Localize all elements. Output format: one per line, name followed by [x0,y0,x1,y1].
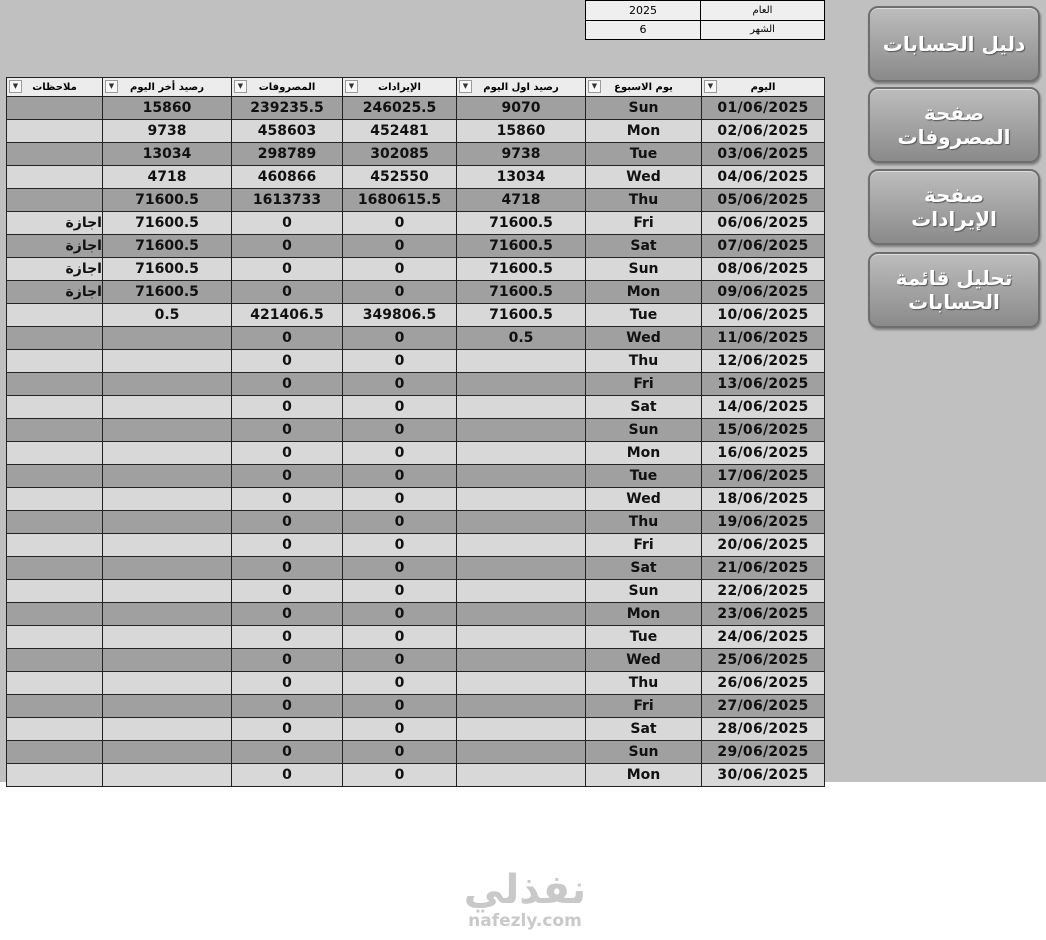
table-row [7,327,825,350]
cell-date[interactable]: 16/06/2025 [702,442,825,465]
cell-expenses[interactable]: 0 [232,281,343,304]
cell-date[interactable]: 20/06/2025 [702,534,825,557]
cell-closing[interactable]: 71600.5 [103,189,232,212]
cell-expenses[interactable]: 0 [232,764,343,787]
chart-of-accounts-button[interactable]: دليل الحسابات [868,6,1040,82]
cell-closing[interactable] [103,764,232,787]
cell-notes[interactable] [7,396,103,419]
cell-notes[interactable] [7,672,103,695]
table-row [7,281,825,304]
cell-revenues[interactable]: 0 [343,258,457,281]
cell-closing[interactable] [103,488,232,511]
cell-revenues[interactable]: 0 [343,281,457,304]
cell-expenses[interactable]: 0 [232,373,343,396]
cell-notes[interactable]: اجازة [7,258,103,281]
cell-closing[interactable]: 13034 [103,143,232,166]
cell-expenses[interactable]: 0 [232,442,343,465]
cell-notes[interactable] [7,189,103,212]
cell-revenues[interactable]: 0 [343,511,457,534]
cell-closing[interactable]: 0.5 [103,304,232,327]
cell-weekday[interactable]: Mon [586,120,702,143]
cell-expenses[interactable]: 0 [232,580,343,603]
cell-weekday[interactable]: Sun [586,97,702,120]
watermark-latin: nafezly.com [468,911,582,931]
cell-expenses[interactable]: 0 [232,603,343,626]
cell-closing[interactable]: 15860 [103,97,232,120]
cell-notes[interactable] [7,649,103,672]
cell-notes[interactable] [7,97,103,120]
accounts-analysis-button[interactable]: تحليل قائمة الحسابات [868,252,1040,328]
cell-closing[interactable] [103,465,232,488]
cell-expenses[interactable]: 0 [232,235,343,258]
cell-date[interactable]: 23/06/2025 [702,603,825,626]
cell-revenues[interactable]: 0 [343,235,457,258]
table-row [7,212,825,235]
cell-revenues[interactable]: 0 [343,626,457,649]
cell-opening[interactable] [457,603,586,626]
table-row [7,396,825,419]
table-row [7,373,825,396]
cell-opening[interactable] [457,695,586,718]
watermark-arabic: نفذلي [463,867,587,913]
cell-revenues[interactable]: 0 [343,350,457,373]
cell-expenses[interactable]: 1613733 [232,189,343,212]
daily-balance-table [6,77,825,787]
cell-date[interactable]: 19/06/2025 [702,511,825,534]
month-value-cell[interactable]: 6 [586,20,701,40]
cell-opening[interactable] [457,718,586,741]
cell-date[interactable]: 27/06/2025 [702,695,825,718]
month-label: الشهر [701,20,825,40]
cell-weekday[interactable]: Sun [586,258,702,281]
table-row [7,97,825,120]
cell-weekday[interactable]: Thu [586,511,702,534]
table-row [7,511,825,534]
cell-revenues[interactable]: 246025.5 [343,97,457,120]
cell-revenues[interactable]: 0 [343,488,457,511]
cell-notes[interactable]: اجازة [7,212,103,235]
cell-weekday[interactable]: Fri [586,212,702,235]
table-row [7,419,825,442]
cell-opening[interactable]: 9070 [457,97,586,120]
cell-revenues[interactable]: 0 [343,764,457,787]
cell-notes[interactable] [7,511,103,534]
column-header-date[interactable] [702,78,825,97]
cell-closing[interactable] [103,511,232,534]
table-row [7,258,825,281]
cell-opening[interactable] [457,419,586,442]
cell-revenues[interactable]: 0 [343,534,457,557]
cell-weekday[interactable]: Sat [586,396,702,419]
cell-revenues[interactable]: 0 [343,373,457,396]
column-header-closing[interactable] [103,78,232,97]
column-header-label: يوم الاسبوع [614,81,673,93]
cell-weekday[interactable]: Mon [586,281,702,304]
cell-closing[interactable]: 71600.5 [103,281,232,304]
cell-date[interactable]: 07/06/2025 [702,235,825,258]
cell-date[interactable]: 18/06/2025 [702,488,825,511]
cell-expenses[interactable]: 0 [232,718,343,741]
cell-opening[interactable]: 71600.5 [457,304,586,327]
table-row [7,534,825,557]
cell-notes[interactable] [7,603,103,626]
cell-weekday[interactable]: Mon [586,442,702,465]
filter-dropdown-icon[interactable]: ▼ [105,80,118,93]
cell-closing[interactable] [103,672,232,695]
cell-expenses[interactable]: 0 [232,488,343,511]
cell-date[interactable]: 30/06/2025 [702,764,825,787]
cell-expenses[interactable]: 0 [232,672,343,695]
cell-date[interactable]: 14/06/2025 [702,396,825,419]
filter-dropdown-icon[interactable]: ▼ [234,80,247,93]
cell-closing[interactable] [103,649,232,672]
cell-weekday[interactable]: Sun [586,741,702,764]
cell-weekday[interactable]: Sun [586,580,702,603]
cell-notes[interactable]: اجازة [7,281,103,304]
cell-notes[interactable] [7,419,103,442]
cell-expenses[interactable]: 298789 [232,143,343,166]
table-row [7,672,825,695]
cell-expenses[interactable]: 458603 [232,120,343,143]
cell-opening[interactable] [457,741,586,764]
cell-closing[interactable]: 4718 [103,166,232,189]
cell-date[interactable]: 11/06/2025 [702,327,825,350]
filter-dropdown-icon[interactable]: ▼ [9,80,22,93]
cell-expenses[interactable]: 0 [232,258,343,281]
cell-notes[interactable] [7,741,103,764]
cell-closing[interactable] [103,350,232,373]
cell-expenses[interactable]: 0 [232,350,343,373]
cell-date[interactable]: 15/06/2025 [702,419,825,442]
table-row [7,120,825,143]
cell-weekday[interactable]: Mon [586,764,702,787]
cell-closing[interactable] [103,718,232,741]
cell-opening[interactable]: 71600.5 [457,281,586,304]
cell-revenues[interactable]: 1680615.5 [343,189,457,212]
cell-opening[interactable]: 15860 [457,120,586,143]
cell-opening[interactable]: 0.5 [457,327,586,350]
cell-weekday[interactable]: Wed [586,488,702,511]
cell-revenues[interactable]: 452550 [343,166,457,189]
cell-date[interactable]: 03/06/2025 [702,143,825,166]
cell-notes[interactable] [7,580,103,603]
cell-opening[interactable]: 71600.5 [457,258,586,281]
cell-revenues[interactable]: 0 [343,718,457,741]
cell-revenues[interactable]: 452481 [343,120,457,143]
cell-expenses[interactable]: 0 [232,534,343,557]
cell-date[interactable]: 08/06/2025 [702,258,825,281]
cell-revenues[interactable]: 0 [343,741,457,764]
table-body [7,97,825,787]
cell-weekday[interactable]: Thu [586,189,702,212]
table-row [7,649,825,672]
cell-notes[interactable] [7,327,103,350]
cell-notes[interactable] [7,534,103,557]
cell-expenses[interactable]: 0 [232,741,343,764]
cell-opening[interactable] [457,511,586,534]
cell-expenses[interactable]: 0 [232,626,343,649]
table-row [7,189,825,212]
cell-weekday[interactable]: Thu [586,350,702,373]
cell-date[interactable]: 04/06/2025 [702,166,825,189]
cell-notes[interactable] [7,695,103,718]
table-row [7,488,825,511]
year-label: العام [701,1,825,21]
cell-notes[interactable] [7,465,103,488]
cell-opening[interactable]: 4718 [457,189,586,212]
cell-revenues[interactable]: 0 [343,557,457,580]
column-header-label: اليوم [750,81,776,93]
column-header-label: رصيد اول اليوم [483,81,559,93]
cell-weekday[interactable]: Mon [586,603,702,626]
cell-closing[interactable]: 71600.5 [103,235,232,258]
cell-opening[interactable] [457,672,586,695]
cell-closing[interactable] [103,534,232,557]
cell-expenses[interactable]: 0 [232,327,343,350]
cell-revenues[interactable]: 0 [343,649,457,672]
cell-weekday[interactable]: Sat [586,557,702,580]
cell-weekday[interactable]: Wed [586,166,702,189]
cell-revenues[interactable]: 0 [343,672,457,695]
cell-opening[interactable] [457,373,586,396]
filter-dropdown-icon[interactable]: ▼ [704,80,717,93]
cell-weekday[interactable]: Thu [586,672,702,695]
table-row [7,557,825,580]
cell-notes[interactable] [7,350,103,373]
cell-closing[interactable] [103,419,232,442]
cell-weekday[interactable]: Wed [586,649,702,672]
cell-date[interactable]: 21/06/2025 [702,557,825,580]
column-header-label: رصيد أخر اليوم [130,81,204,93]
cell-closing[interactable] [103,626,232,649]
cell-closing[interactable]: 71600.5 [103,258,232,281]
cell-revenues[interactable]: 0 [343,695,457,718]
cell-date[interactable]: 09/06/2025 [702,281,825,304]
table-row [7,695,825,718]
cell-notes[interactable] [7,166,103,189]
cell-date[interactable]: 06/06/2025 [702,212,825,235]
cell-opening[interactable]: 71600.5 [457,212,586,235]
table-row [7,603,825,626]
cell-opening[interactable] [457,580,586,603]
expenses-page-button[interactable]: صفحة المصروفات [868,87,1040,163]
cell-notes[interactable] [7,442,103,465]
cell-revenues[interactable]: 0 [343,419,457,442]
header-row [7,78,825,97]
cell-revenues[interactable]: 0 [343,396,457,419]
cell-closing[interactable] [103,442,232,465]
cell-opening[interactable] [457,626,586,649]
cell-expenses[interactable]: 0 [232,649,343,672]
cell-closing[interactable] [103,695,232,718]
table-row [7,442,825,465]
cell-opening[interactable] [457,764,586,787]
cell-closing[interactable] [103,741,232,764]
cell-notes[interactable] [7,718,103,741]
cell-opening[interactable] [457,396,586,419]
cell-revenues[interactable]: 0 [343,465,457,488]
cell-closing[interactable] [103,396,232,419]
cell-date[interactable]: 29/06/2025 [702,741,825,764]
cell-weekday[interactable]: Wed [586,327,702,350]
cell-expenses[interactable]: 239235.5 [232,97,343,120]
table-row [7,235,825,258]
cell-closing[interactable] [103,327,232,350]
filter-dropdown-icon[interactable]: ▼ [459,80,472,93]
column-header-expenses[interactable] [232,78,343,97]
cell-opening[interactable]: 13034 [457,166,586,189]
cell-expenses[interactable]: 0 [232,419,343,442]
cell-opening[interactable]: 71600.5 [457,235,586,258]
cell-weekday[interactable]: Fri [586,534,702,557]
cell-opening[interactable] [457,442,586,465]
cell-opening[interactable] [457,465,586,488]
cell-revenues[interactable]: 0 [343,327,457,350]
table-row [7,626,825,649]
column-header-opening[interactable] [457,78,586,97]
column-header-weekday[interactable] [586,78,702,97]
table-row [7,580,825,603]
column-header-revenues[interactable] [343,78,457,97]
cell-closing[interactable] [103,373,232,396]
cell-date[interactable]: 17/06/2025 [702,465,825,488]
cell-date[interactable]: 01/06/2025 [702,97,825,120]
table-row [7,718,825,741]
table-row [7,304,825,327]
cell-notes[interactable]: اجازة [7,235,103,258]
cell-weekday[interactable]: Tue [586,465,702,488]
cell-date[interactable]: 22/06/2025 [702,580,825,603]
cell-expenses[interactable]: 0 [232,465,343,488]
cell-opening[interactable] [457,649,586,672]
table-row [7,143,825,166]
table-row [7,166,825,189]
cell-date[interactable]: 25/06/2025 [702,649,825,672]
cell-weekday[interactable]: Tue [586,304,702,327]
cell-opening[interactable] [457,488,586,511]
cell-weekday[interactable]: Sat [586,235,702,258]
cell-notes[interactable] [7,488,103,511]
table-row [7,764,825,787]
column-header-notes[interactable] [7,78,103,97]
table-row [7,741,825,764]
filter-dropdown-icon[interactable]: ▼ [588,80,601,93]
cell-weekday[interactable]: Fri [586,695,702,718]
column-header-label: المصروفات [258,81,316,93]
year-month-panel [585,0,825,40]
cell-date[interactable]: 28/06/2025 [702,718,825,741]
table-row [7,350,825,373]
cell-opening[interactable] [457,557,586,580]
cell-opening[interactable] [457,534,586,557]
cell-weekday[interactable]: Fri [586,373,702,396]
cell-opening[interactable]: 9738 [457,143,586,166]
cell-revenues[interactable]: 0 [343,580,457,603]
cell-notes[interactable] [7,557,103,580]
cell-notes[interactable] [7,120,103,143]
cell-closing[interactable] [103,557,232,580]
cell-closing[interactable] [103,603,232,626]
cell-closing[interactable]: 71600.5 [103,212,232,235]
cell-notes[interactable] [7,626,103,649]
table-row [7,465,825,488]
cell-expenses[interactable]: 0 [232,212,343,235]
cell-closing[interactable]: 9738 [103,120,232,143]
cell-notes[interactable] [7,304,103,327]
cell-expenses[interactable]: 0 [232,557,343,580]
cell-date[interactable]: 05/06/2025 [702,189,825,212]
cell-weekday[interactable]: Sun [586,419,702,442]
cell-revenues[interactable]: 0 [343,442,457,465]
cell-closing[interactable] [103,580,232,603]
cell-date[interactable]: 12/06/2025 [702,350,825,373]
cell-date[interactable]: 02/06/2025 [702,120,825,143]
cell-expenses[interactable]: 460866 [232,166,343,189]
cell-weekday[interactable]: Sat [586,718,702,741]
column-header-label: الإيرادات [378,81,421,93]
cell-date[interactable]: 26/06/2025 [702,672,825,695]
cell-expenses[interactable]: 0 [232,511,343,534]
cell-opening[interactable] [457,350,586,373]
cell-date[interactable]: 13/06/2025 [702,373,825,396]
cell-notes[interactable] [7,143,103,166]
cell-revenues[interactable]: 0 [343,603,457,626]
year-value-cell[interactable]: 2025 [586,1,701,21]
cell-revenues[interactable]: 302085 [343,143,457,166]
cell-expenses[interactable]: 0 [232,695,343,718]
cell-date[interactable]: 10/06/2025 [702,304,825,327]
cell-expenses[interactable]: 421406.5 [232,304,343,327]
cell-weekday[interactable]: Tue [586,626,702,649]
watermark [460,868,590,930]
cell-notes[interactable] [7,764,103,787]
revenues-page-button[interactable]: صفحة الإيرادات [868,169,1040,245]
cell-weekday[interactable]: Tue [586,143,702,166]
cell-notes[interactable] [7,373,103,396]
filter-dropdown-icon[interactable]: ▼ [345,80,358,93]
cell-revenues[interactable]: 0 [343,212,457,235]
cell-revenues[interactable]: 349806.5 [343,304,457,327]
cell-date[interactable]: 24/06/2025 [702,626,825,649]
cell-expenses[interactable]: 0 [232,396,343,419]
column-header-label: ملاحظات [32,81,77,93]
